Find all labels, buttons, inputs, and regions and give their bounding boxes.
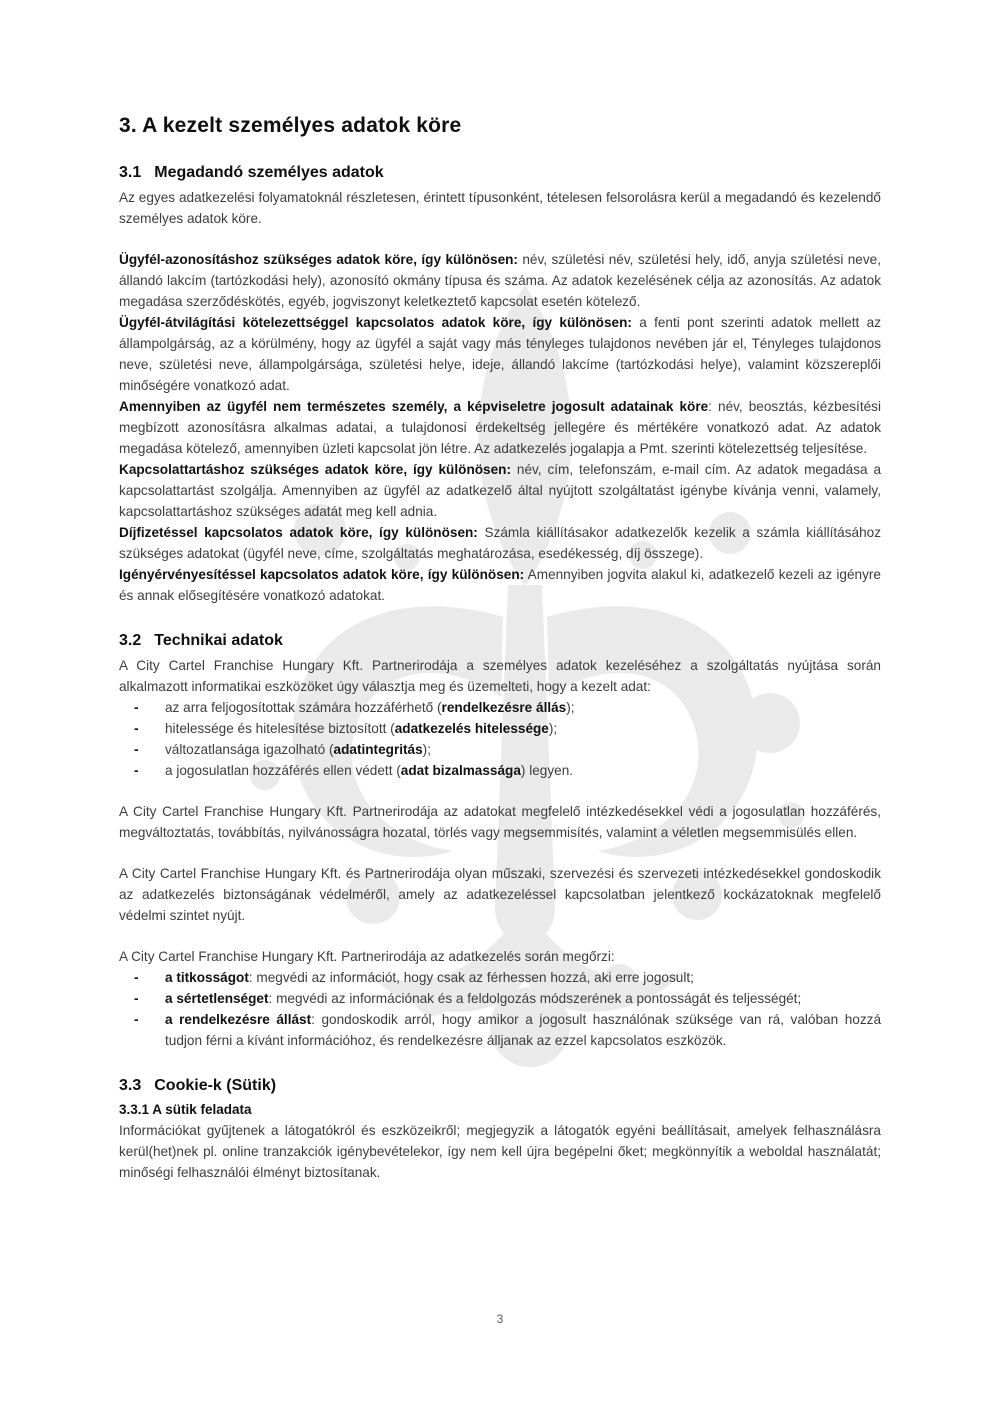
list-item-pre: az arra feljogosítottak számára hozzáférhető ( — [165, 700, 442, 715]
spacer — [119, 1051, 881, 1075]
document-content — [119, 112, 881, 1183]
section-3-3-label: Cookie-k (Sütik) — [154, 1077, 277, 1094]
list-item — [119, 739, 881, 760]
paragraph-cookies-purpose: Információkat gyűjtenek a látogatókról és eszközeikről; megjegyzik a látogatók egyéni beállításait, amelyek felhasználásra kerül(het)nek pl. online tranzakciók igénybevételekor, így nem kell újra begépelni őket; megkönnyítik a weboldal használatát; minőségi felhasználói élményt biztosítanak. — [119, 1123, 881, 1180]
paragraph-text: név, cím, telefonszám, e-mail cím. Az adatok megadása a kapcsolattartást szolgálja. Amennyiben az ügyfél az adatkezelő által nyújtott szolgáltatást igénybe kívánja venni, valamely, kapcsolattartáshoz szükséges adatát meg kell adnia. — [119, 462, 882, 519]
list-item-bold: rendelkezésre állás — [441, 700, 567, 715]
paragraph-text: : név, beosztás, kézbesítési megbízott azonosításra alkalmas adatai, a tulajdonosi érdekeltség jellegére és mértékére vonatkozó adat. Az adatok megadása kötelező, amennyiben üzleti kapcsolat jön létre. Az adatkezelés jogalapja a Pmt. szerinti kötelezettség teljesítése. — [119, 399, 881, 456]
paragraph-lead: Igényérvényesítéssel kapcsolatos adatok köre, így különösen: — [119, 567, 525, 582]
section-3-2-number: 3.2 — [119, 632, 142, 649]
bullet-marker: - — [134, 763, 139, 778]
section-3-2-label: Technikai adatok — [154, 632, 283, 649]
list-item-post: ); — [422, 742, 431, 757]
list-item — [119, 760, 881, 781]
paragraph-representative-data — [119, 396, 881, 459]
paragraph-customer-identification — [119, 249, 881, 312]
list-item-bold: adatintegritás — [333, 742, 423, 757]
paragraph-payment-data — [119, 522, 881, 564]
paragraph-text: név, születési név, születési hely, idő, anyja születési neve, állandó lakcím (tartózkodási hely), azonosító okmány típusa és száma. Az adatok kezelésének célja az azonosítás. Az adatok megadása szerződéskötés, egyéb, jogviszonyt keletkeztető kapcsolat esetén kötelező. — [119, 252, 882, 309]
paragraph-customer-due-diligence — [119, 312, 881, 396]
paragraph-lead: Amennyiben az ügyfél nem természetes személy, a képviseletre jogosult adatainak köre — [119, 399, 709, 414]
list-item-post: ); — [566, 700, 575, 715]
section-3-2-heading — [119, 630, 881, 652]
list-item-text — [165, 760, 881, 781]
list-item-post: ) legyen. — [520, 763, 574, 778]
paragraph-lead: Kapcsolattartáshoz szükséges adatok köre, így különösen: — [119, 462, 512, 477]
preserves-list — [119, 967, 881, 1051]
paragraph-claim-enforcement — [119, 564, 881, 606]
paragraph-text: Számla kiállításakor adatkezelők kezelik a számla kiállításához szükséges adatokat (ügyfél neve, címe, szolgáltatás meghatározása, esedékesség, díj összege). — [119, 525, 882, 561]
page-number: 3 — [496, 1312, 504, 1326]
spacer — [119, 781, 881, 801]
list-item-text — [165, 967, 881, 988]
list-item-pre: változatlansága igazolható ( — [165, 742, 334, 757]
list-item-bold: adat bizalmassága — [400, 763, 521, 778]
list-item — [119, 718, 881, 739]
list-item-text — [165, 1009, 881, 1051]
bullet-marker: - — [134, 970, 139, 985]
list-item — [119, 967, 881, 988]
bullet-marker: - — [134, 1012, 139, 1027]
list-item-bold: a sértetlenséget — [165, 991, 269, 1006]
spacer — [119, 140, 881, 162]
list-item — [119, 697, 881, 718]
bullet-marker: - — [134, 700, 139, 715]
list-item-text — [165, 718, 881, 739]
section-3-3-1-heading: 3.3.1 A sütik feladata — [119, 1102, 252, 1117]
list-item-bold: a titkosságot — [165, 970, 249, 985]
list-item-rest: : megvédi az információt, hogy csak az férhessen hozzá, aki erre jogosult; — [248, 970, 694, 985]
paragraph-lead: Díjfizetéssel kapcsolatos adatok köre, így különösen: — [119, 525, 478, 540]
bullet-marker: - — [134, 991, 139, 1006]
section-3-1-number: 3.1 — [119, 164, 142, 181]
paragraph-text: Amennyiben jogvita alakul ki, adatkezelő kezeli az igényre és annak elősegítésére vonatkozó adatokat. — [119, 567, 881, 603]
paragraph-preserves-intro: A City Cartel Franchise Hungary Kft. Partnerirodája az adatkezelés során megőrzi: — [119, 949, 615, 964]
list-item-text — [165, 697, 881, 718]
section-3-1-heading — [119, 162, 881, 184]
paragraph-security-measures: A City Cartel Franchise Hungary Kft. és Partnerirodája olyan műszaki, szervezési és szervezeti intézkedésekkel gondoskodik az adatkezelés biztonságának védelméről, amely az adatkezeléssel kapcsolatban jelentkező kockázatoknak megfelelő védelmi szintet nyújt. — [119, 866, 881, 923]
paragraph-data-protection-measures: A City Cartel Franchise Hungary Kft. Partnerirodája az adatokat megfelelő intézkedésekkel védi a jogosulatlan hozzáférés, megváltoztatás, továbbítás, nyilvánosságra hozatal, törlés vagy megsemmisítés, valamint a véletlen megsemmisülés ellen. — [119, 804, 881, 840]
section-3-3-number: 3.3 — [119, 1077, 142, 1094]
list-item-post: ); — [548, 721, 558, 736]
list-item-pre: a jogosulatlan hozzáférés ellen védett ( — [165, 763, 401, 778]
section-3-1-intro: Az egyes adatkezelési folyamatoknál részletesen, érintett típusonként, tételesen felsorolásra kerül a megadandó és kezelendő személyes adatok köre. — [119, 190, 881, 226]
spacer — [119, 606, 881, 630]
list-item-rest: : gondoskodik arról, hogy amikor a jogosult használónak szüksége van rá, valóban hozzá tudjon férni a kívánt információhoz, és rendelkezésre álljanak az ezzel kapcsolatos eszközök. — [165, 1012, 882, 1048]
paragraph-text: a fenti pont szerinti adatok mellett az állampolgárság, az a körülmény, hogy az ügyfél a saját vagy más tényleges tulajdonos nevében jár el, Tényleges tulajdonos neve, születési neve, állampolgársága, születési helye, ideje, állandó lakcíme (tartózkodási helye), valamint közszereplői minőségére vonatkozó adat. — [119, 315, 881, 393]
list-item-pre: hitelessége és hitelesítése biztosított ( — [165, 721, 395, 736]
section-3-2-intro: A City Cartel Franchise Hungary Kft. Partnerirodája a személyes adatok kezeléséhez a szolgáltatás nyújtása során alkalmazott informatikai eszközöket úgy választja meg és üzemelteti, hogy a kezelt adat: — [119, 658, 881, 694]
paragraph-lead: Ügyfél-átvilágítási kötelezettséggel kapcsolatos adatok köre, így különösen: — [119, 315, 632, 330]
paragraph-contact-data — [119, 459, 881, 522]
section-3-3-heading — [119, 1075, 881, 1097]
bullet-marker: - — [134, 721, 139, 736]
list-item-text — [165, 739, 881, 760]
list-item — [119, 988, 881, 1009]
list-item-bold: adatkezelés hitelessége — [394, 721, 549, 736]
spacer — [119, 926, 881, 946]
spacer — [119, 229, 881, 249]
section-3-1-label: Megadandó személyes adatok — [154, 164, 384, 181]
list-item — [119, 1009, 881, 1051]
bullet-marker: - — [134, 742, 139, 757]
page-title: 3. A kezelt személyes adatok köre — [119, 114, 462, 137]
spacer — [119, 843, 881, 863]
technical-data-list — [119, 697, 881, 781]
list-item-text — [165, 988, 881, 1009]
list-item-rest: : megvédi az információnak és a feldolgozás módszerének a pontosságát és teljességét; — [268, 991, 802, 1006]
paragraph-lead: Ügyfél-azonosításhoz szükséges adatok köre, így különösen: — [119, 252, 518, 267]
list-item-bold: a rendelkezésre állást — [165, 1012, 312, 1027]
